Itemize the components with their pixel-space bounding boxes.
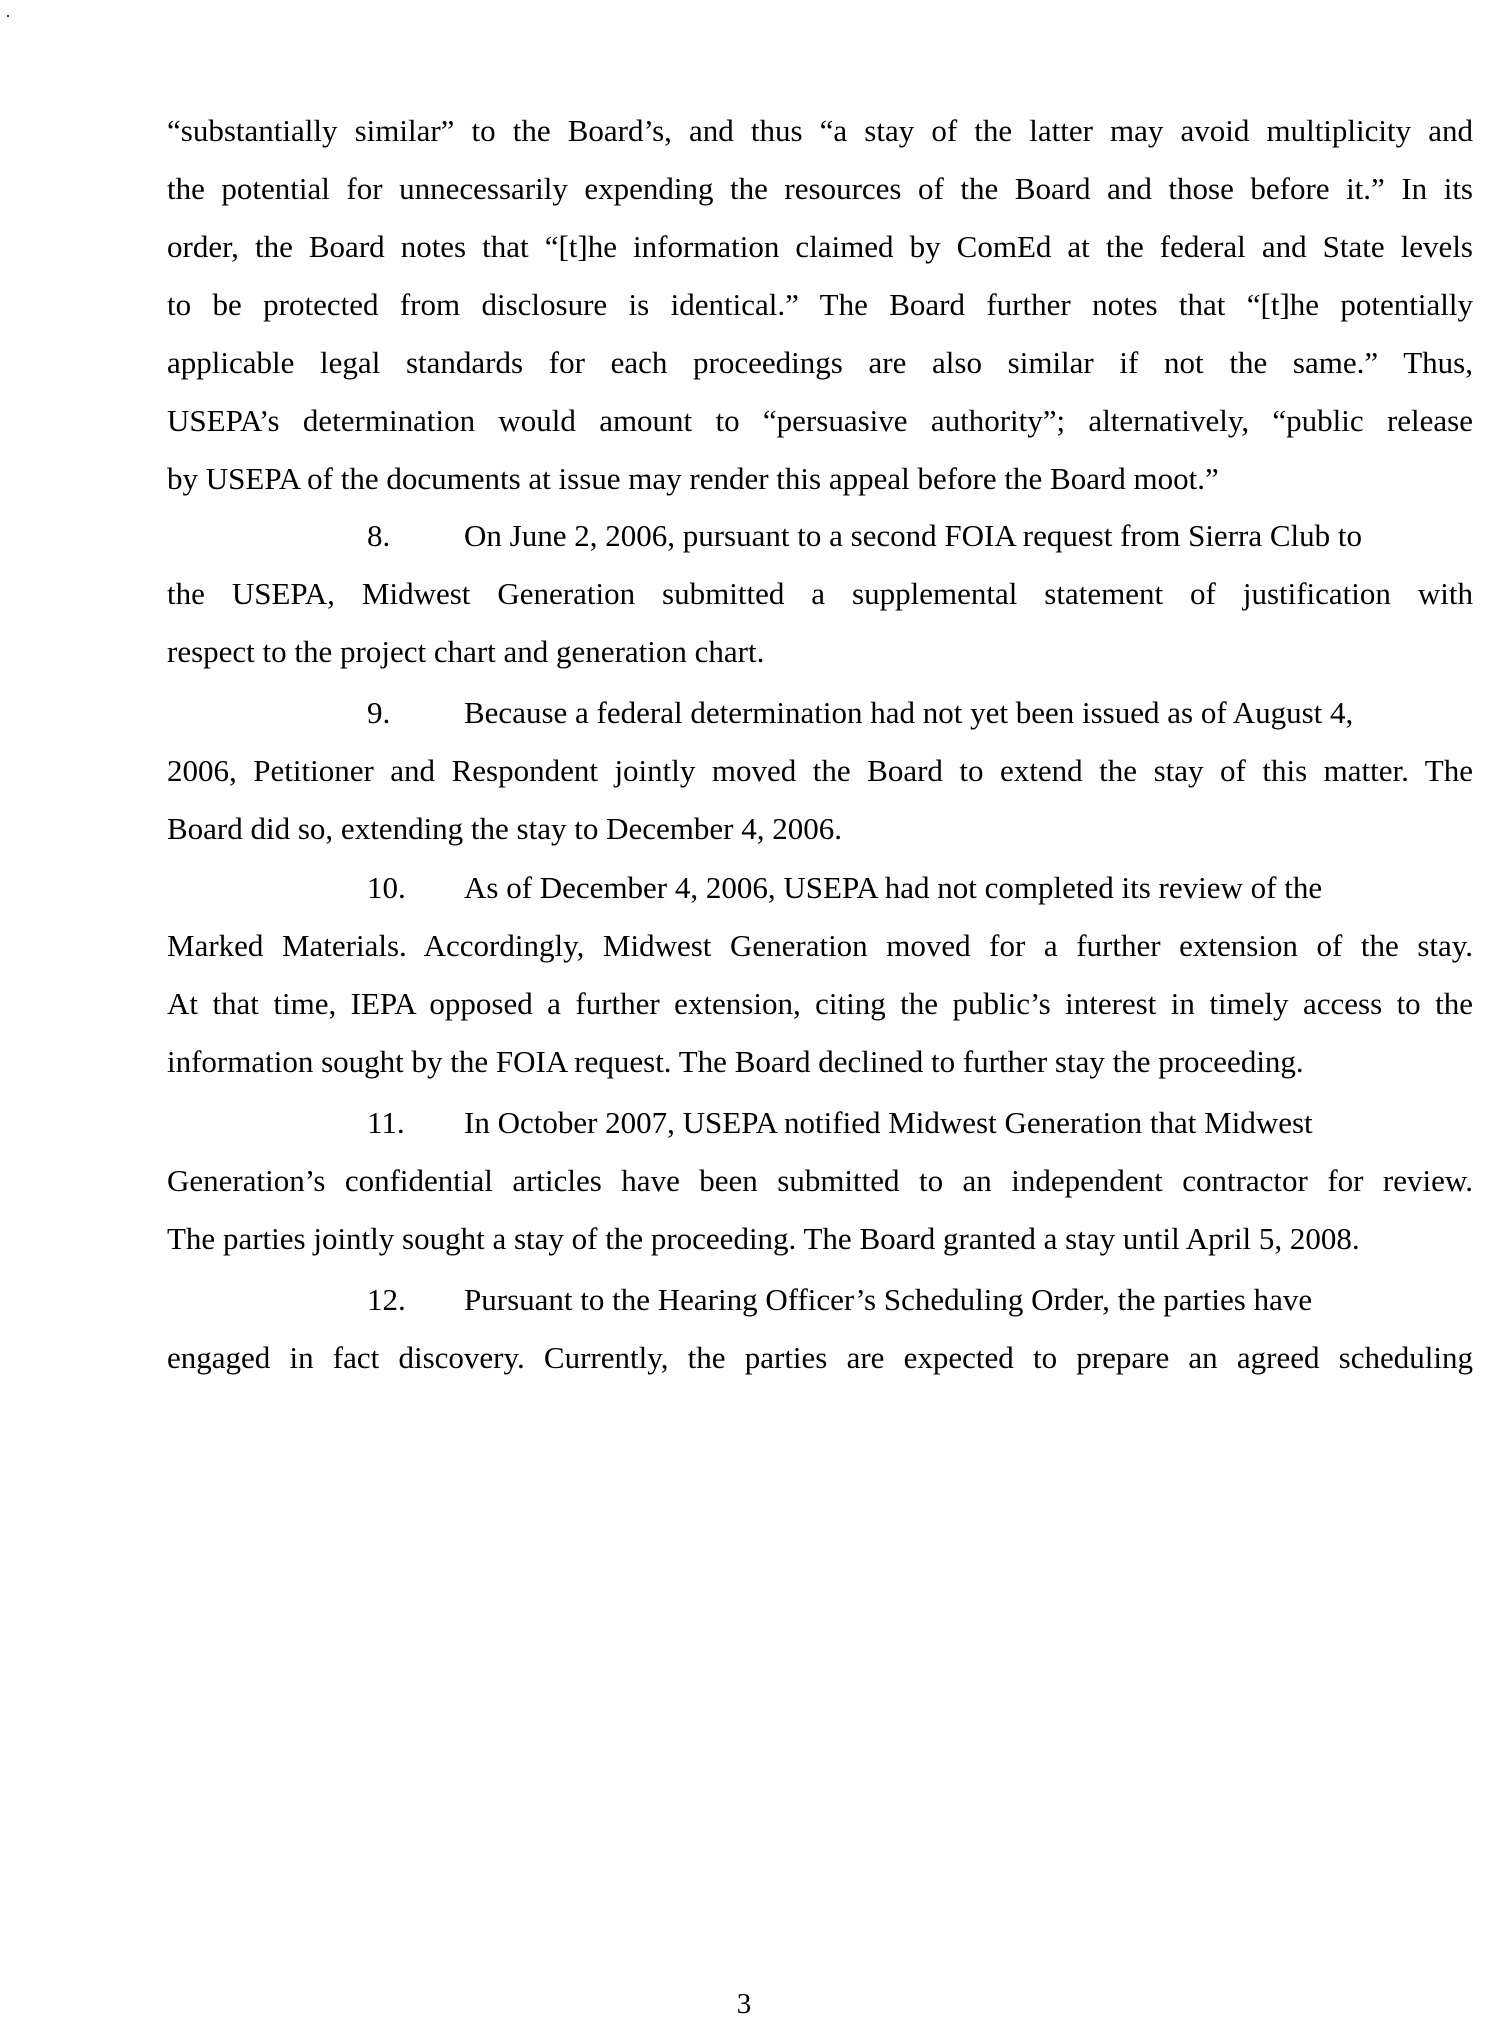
text-line: by USEPA of the documents at issue may render this appeal before the Board moot.” — [167, 461, 1219, 496]
text-line: applicable legal standards for each proceedings are also similar if not the same.” Thus, — [167, 345, 1473, 380]
scan-speck — [7, 15, 9, 17]
text-line: 2006, Petitioner and Respondent jointly moved the Board to extend the stay of this matter. The — [167, 753, 1473, 788]
paragraph-number: 9. — [367, 695, 391, 730]
text-line: The parties jointly sought a stay of the proceeding. The Board granted a stay until April 5, 2008. — [167, 1221, 1360, 1256]
text-line: On June 2, 2006, pursuant to a second FOIA request from Sierra Club to — [464, 518, 1363, 553]
text-line: the potential for unnecessarily expending the resources of the Board and those before it.” In its — [167, 171, 1473, 206]
paragraph-number: 12. — [367, 1282, 406, 1317]
text-line: respect to the project chart and generation chart. — [167, 634, 765, 669]
text-line: the USEPA, Midwest Generation submitted a supplemental statement of justification with — [167, 576, 1473, 611]
text-line: Marked Materials. Accordingly, Midwest Generation moved for a further extension of the stay. — [167, 928, 1473, 963]
text-line: Pursuant to the Hearing Officer’s Scheduling Order, the parties have — [464, 1282, 1313, 1317]
paragraph-number: 11. — [367, 1105, 405, 1140]
text-line: to be protected from disclosure is identical.” The Board further notes that “[t]he potentially — [167, 287, 1473, 322]
page-number: 3 — [736, 1988, 752, 2020]
text-line: order, the Board notes that “[t]he information claimed by ComEd at the federal and State levels — [167, 229, 1473, 264]
text-line: Generation’s confidential articles have been submitted to an independent contractor for review. — [167, 1163, 1473, 1198]
text-line: As of December 4, 2006, USEPA had not completed its review of the — [464, 870, 1323, 905]
text-line: USEPA’s determination would amount to “persuasive authority”; alternatively, “public release — [167, 403, 1473, 438]
text-line: information sought by the FOIA request. The Board declined to further stay the proceeding. — [167, 1044, 1304, 1079]
text-line: “substantially similar” to the Board’s, and thus “a stay of the latter may avoid multiplicity and — [167, 113, 1473, 148]
text-line: engaged in fact discovery. Currently, the parties are expected to prepare an agreed scheduling — [167, 1340, 1473, 1375]
paragraph-number: 8. — [367, 518, 391, 553]
paragraph-number: 10. — [367, 870, 406, 905]
text-line: Board did so, extending the stay to December 4, 2006. — [167, 811, 842, 846]
text-line: Because a federal determination had not yet been issued as of August 4, — [464, 695, 1354, 730]
text-line: At that time, IEPA opposed a further extension, citing the public’s interest in timely access to the — [167, 986, 1473, 1021]
text-line: In October 2007, USEPA notified Midwest Generation that Midwest — [464, 1105, 1313, 1140]
